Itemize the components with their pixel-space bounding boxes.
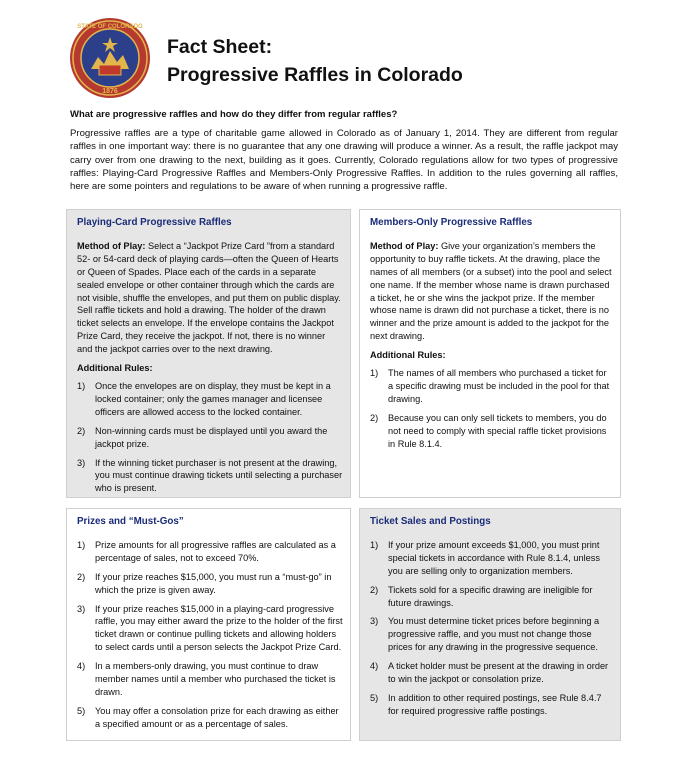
playing-card-heading: Playing-Card Progressive Raffles — [77, 217, 232, 228]
rule-text: You must determine ticket prices before beginning a progressive raffle, and you must not change those prices for any drawing in the progressive sequence. — [388, 616, 600, 653]
rule-text: In a members-only drawing, you must continue to draw member names until a member who purchased the ticket is drawn. — [95, 661, 336, 697]
rule-number: 5) — [77, 705, 86, 716]
rule-number: 1) — [77, 539, 86, 550]
seal-top-text: STATE OF COLORADO — [77, 24, 143, 30]
rule-text: If your prize reaches $15,000, you must run a “must-go” in which the prize is given away. — [95, 571, 332, 595]
rule-number: 2) — [77, 425, 86, 436]
rule-text: A ticket holder must be present at the drawing in order to win the jackpot or consolation prize. — [388, 661, 609, 685]
rule-number: 1) — [77, 380, 86, 391]
members-only-rules-list — [370, 367, 613, 450]
rule-item — [77, 380, 343, 419]
rule-number: 5) — [370, 692, 379, 703]
state-seal-logo — [69, 17, 151, 99]
prizes-box — [66, 508, 351, 741]
rule-item — [370, 692, 613, 718]
intro-question: What are progressive raffles and how do they differ from regular raffles? — [70, 109, 398, 120]
ticket-sales-rules-list — [370, 539, 613, 718]
rule-number: 2) — [370, 584, 379, 595]
rule-number: 2) — [77, 571, 86, 582]
rule-text: If your prize reaches $15,000 in a playing-card progressive raffle, you may either award the prize to the holder of the first ticket drawn or continue pulling tickets and allowing holders to select cards until a person selects the Jackpot Prize Card. — [95, 603, 343, 653]
prizes-heading: Prizes and “Must-Gos” — [77, 516, 184, 527]
title-line-1: Fact Sheet: — [167, 36, 273, 58]
rule-item — [370, 584, 613, 610]
members-only-method: Method of Play: Give your organization’s members the opportunity to buy raffle tickets. At the drawing, place the names of all members (or a subset) into the pool and select one name. If the member whose name is drawn purchased a ticket, he or she wins the jackpot prize. If the member whose name is drawn did not purchase a ticket, there is no winner and the prize amount is added to the jackpot for the next drawing. — [370, 240, 612, 342]
rule-text: Tickets sold for a specific drawing are ineligible for future drawings. — [388, 584, 593, 608]
members-only-box — [359, 209, 621, 498]
rule-item — [370, 412, 613, 451]
playing-card-method: Method of Play: Select a “Jackpot Prize Card ”from a standard 52- or 54-card deck of playing cards—often the Queen of Hearts or Queen of Spades. Place each of the cards in a separate sealed envelope or other container through which the cards are not visible, shuffle the envelopes, and put them on public display. Sell raffle tickets and hold a drawing. The holder of the drawn ticket selects an envelope. If the envelope contains the Jackpot Prize Card, they receive the jackpot. If not, there is no winner and the jackpot carries over to the next drawing. — [77, 240, 341, 355]
rule-number: 2) — [370, 412, 379, 423]
rule-number: 3) — [370, 616, 379, 627]
intro-paragraph: Progressive raffles are a type of charitable game allowed in Colorado as of January 1, 2014. They are different from regular raffles in one important way: there is no guarantee that any one drawing will produce a winner. As a result, the raffle jackpot may carry over from one drawing to the next, building as it goes. Currently, Colorado regulations allow for two types of progressive raffles: Playing-Card Progressive Raffles and Members-Only Progressive Raffles. In addition to the rules governing all raffles, here are some pointers and regulations to be aware of when running a progressive raffle. — [70, 128, 618, 193]
rule-item — [77, 705, 343, 731]
rule-text: In addition to other required postings, see Rule 8.4.7 for required progressive raffle postings. — [388, 692, 602, 716]
rule-item — [370, 660, 613, 686]
rule-text: If your prize amount exceeds $1,000, you must print special tickets in accordance with Rule 8.1.4, unless you are selling only to organization members. — [388, 539, 600, 576]
members-only-heading: Members-Only Progressive Raffles — [370, 217, 533, 228]
rule-text: Once the envelopes are on display, they must be kept in a locked container; only the games manager and licensee officers are allowed access to the locked container. — [95, 380, 331, 417]
page-title — [167, 33, 463, 89]
rule-item — [370, 539, 613, 578]
rule-text: Prize amounts for all progressive raffles are calculated as a percentage of sales, not to exceed 70%. — [95, 539, 336, 563]
rule-text: The names of all members who purchased a ticket for a specific drawing must be included in the pool for that drawing. — [388, 368, 610, 404]
rule-text: If the winning ticket purchaser is not present at the drawing, you must continue drawing tickets until selecting a purchaser who is present. — [95, 457, 343, 494]
rule-number: 4) — [370, 661, 379, 672]
rule-text: You may offer a consolation prize for each drawing as either a specified amount or as a percentage of sales. — [95, 705, 339, 729]
title-line-2: Progressive Raffles in Colorado — [167, 64, 463, 86]
rule-number: 1) — [370, 368, 379, 379]
rule-text: Non-winning cards must be displayed until you award the jackpot prize. — [95, 425, 328, 449]
rule-item — [370, 615, 613, 654]
rule-item — [77, 539, 343, 565]
rule-item — [370, 367, 613, 406]
rule-number: 3) — [77, 603, 86, 614]
rule-item — [77, 603, 343, 655]
rule-item — [77, 571, 343, 597]
rule-number: 1) — [370, 539, 379, 550]
rule-item — [77, 457, 343, 496]
playing-card-rules-title: Additional Rules: — [77, 363, 153, 374]
playing-card-rules-list — [77, 380, 343, 495]
rule-text: Because you can only sell tickets to members, you do not need to comply with special raffle ticket provisions in Rule 8.1.4. — [388, 412, 607, 449]
ticket-sales-box — [359, 508, 621, 741]
rule-item — [77, 425, 343, 451]
rule-number: 3) — [77, 457, 86, 468]
rule-number: 4) — [77, 661, 86, 672]
ticket-sales-heading: Ticket Sales and Postings — [370, 516, 491, 527]
rule-item — [77, 660, 343, 699]
seal-year: 1876 — [102, 88, 118, 95]
prizes-rules-list — [77, 539, 343, 731]
playing-card-box — [66, 209, 351, 498]
members-only-rules-title: Additional Rules: — [370, 350, 446, 361]
